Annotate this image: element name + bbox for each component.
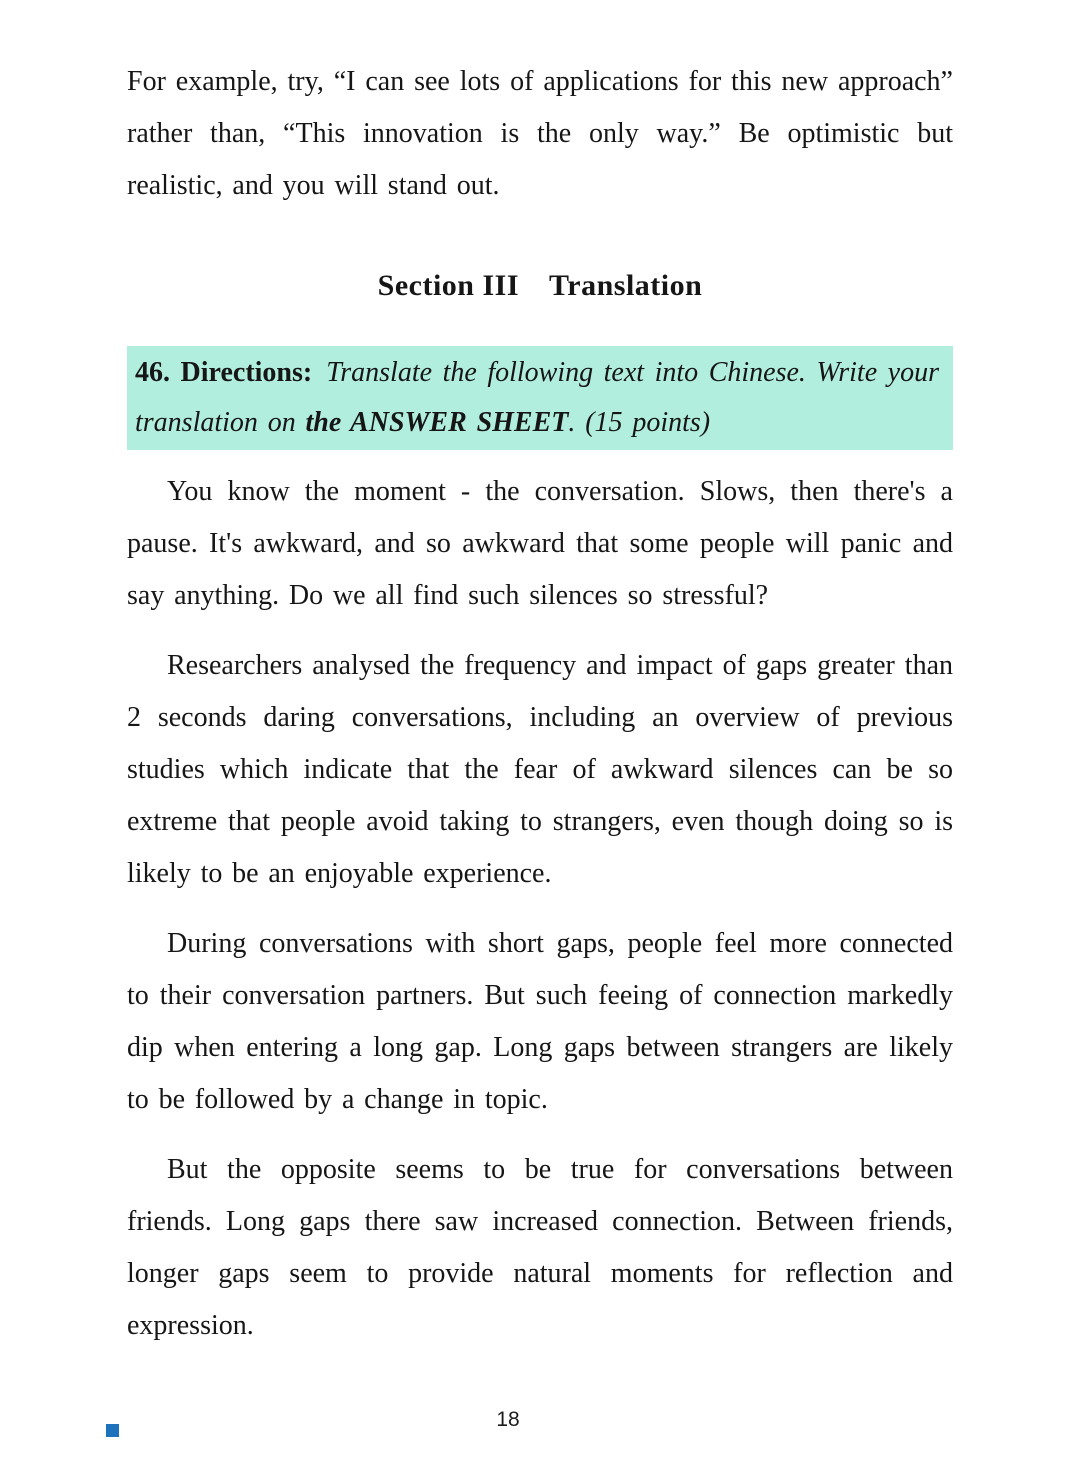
passage-paragraph-3: During conversations with short gaps, people feel more connected to their conversation partners. But such feeing of connection markedly dip when entering a long gap. Long gaps between strangers are likely to be followed by a change in topic. xyxy=(127,928,953,1115)
section-heading xyxy=(127,264,953,308)
passage-paragraph-2: Researchers analysed the frequency and impact of gaps greater than 2 seconds daring conversations, including an overview of previous studies which indicate that the fear of awkward silences can be so extreme that people avoid taking to strangers, even though doing so is likely to be an enjoyable experience. xyxy=(127,650,953,889)
directions-instruction-text: Translate the following text into Chinese. Write your translation on xyxy=(135,357,939,438)
passage-paragraph-1: You know the moment - the conversation. Slows, then there's a pause. It's awkward, and so awkward that some people will panic and say anything. Do we all find such silences so stressful? xyxy=(127,476,953,611)
directions-number-label: 46. Directions: xyxy=(135,357,313,388)
directions-box xyxy=(127,346,953,450)
directions-points-text: . (15 points) xyxy=(568,407,711,438)
intro-paragraph: For example, try, “I can see lots of applications for this new approach” rather than, “This innovation is the only way.” Be optimistic but realistic, and you will stand out. xyxy=(127,66,953,201)
section-heading-title: Translation xyxy=(549,269,703,302)
directions-answer-sheet-phrase: the ANSWER SHEET xyxy=(305,407,569,438)
section-heading-label: Section III xyxy=(377,269,520,302)
page-number: 18 xyxy=(496,1408,520,1431)
passage-paragraph-4: But the opposite seems to be true for conversations between friends. Long gaps there saw increased connection. Between friends, longer gaps seem to provide natural moments for reflection and expression. xyxy=(127,1154,953,1341)
